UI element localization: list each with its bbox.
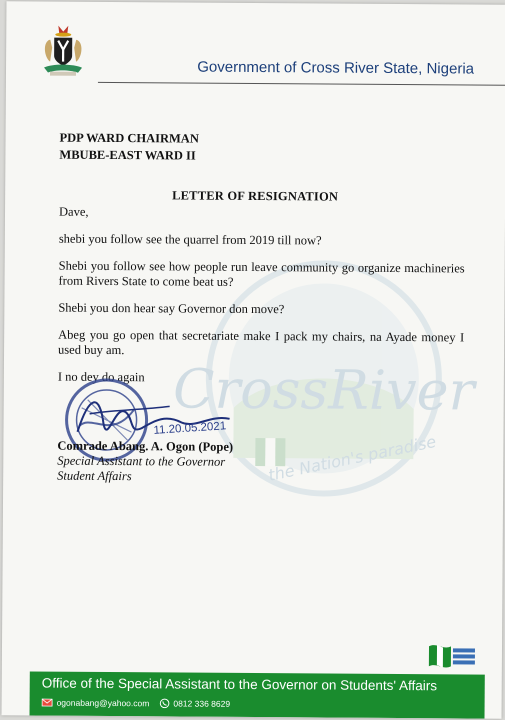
paragraph-5: I no dey do again	[57, 369, 145, 385]
watermark-text: CrossRiver	[172, 357, 475, 423]
letter-title: LETTER OF RESIGNATION	[172, 188, 339, 204]
paragraph-3: Shebi you don hear say Governor don move?	[58, 300, 285, 317]
letter-sheet	[2, 1, 505, 718]
recipient-block	[59, 130, 199, 165]
signer-role-2: Student Affairs	[57, 468, 132, 484]
signer-name: Comrade Abang. A. Ogon (Pope)	[57, 438, 234, 454]
handwritten-date: 11.20.05.2021	[153, 420, 227, 437]
nigeria-flag-icon	[427, 640, 479, 672]
watermark-tagline: the Nation's paradise	[266, 431, 438, 485]
government-title: Government of Cross River State, Nigeria	[197, 58, 475, 78]
phone-text[interactable]: 0812 336 8629	[173, 698, 231, 709]
contact-line	[42, 698, 231, 709]
signer-block	[57, 439, 233, 485]
salutation: Dave,	[58, 204, 89, 219]
recipient-line-1: PDP WARD CHAIRMAN	[59, 130, 199, 146]
header-divider	[98, 82, 505, 86]
office-title: Office of the Special Assistant to the Governor on Students' Affairs	[41, 675, 438, 694]
email-icon	[42, 699, 53, 707]
paragraph-4: Abeg you go open that secretariate make I pack my chairs, na Ayade money I used buy am.	[58, 327, 465, 358]
phone-icon	[159, 698, 169, 708]
recipient-line-2: MBUBE-EAST WARD II	[59, 147, 196, 163]
letter-footer	[30, 671, 485, 718]
letterhead	[36, 23, 486, 86]
email-text[interactable]: ogonabang@yahoo.com	[56, 697, 150, 709]
signer-role-1: Special Assistant to the Governor	[57, 453, 226, 469]
coat-of-arms-icon	[38, 23, 88, 79]
paragraph-2: Shebi you follow see how people run leave community go organize machineries from Rivers State to come beat us?	[58, 258, 465, 289]
paragraph-1: shebi you follow see the quarrel from 2019 till now?	[58, 231, 322, 248]
